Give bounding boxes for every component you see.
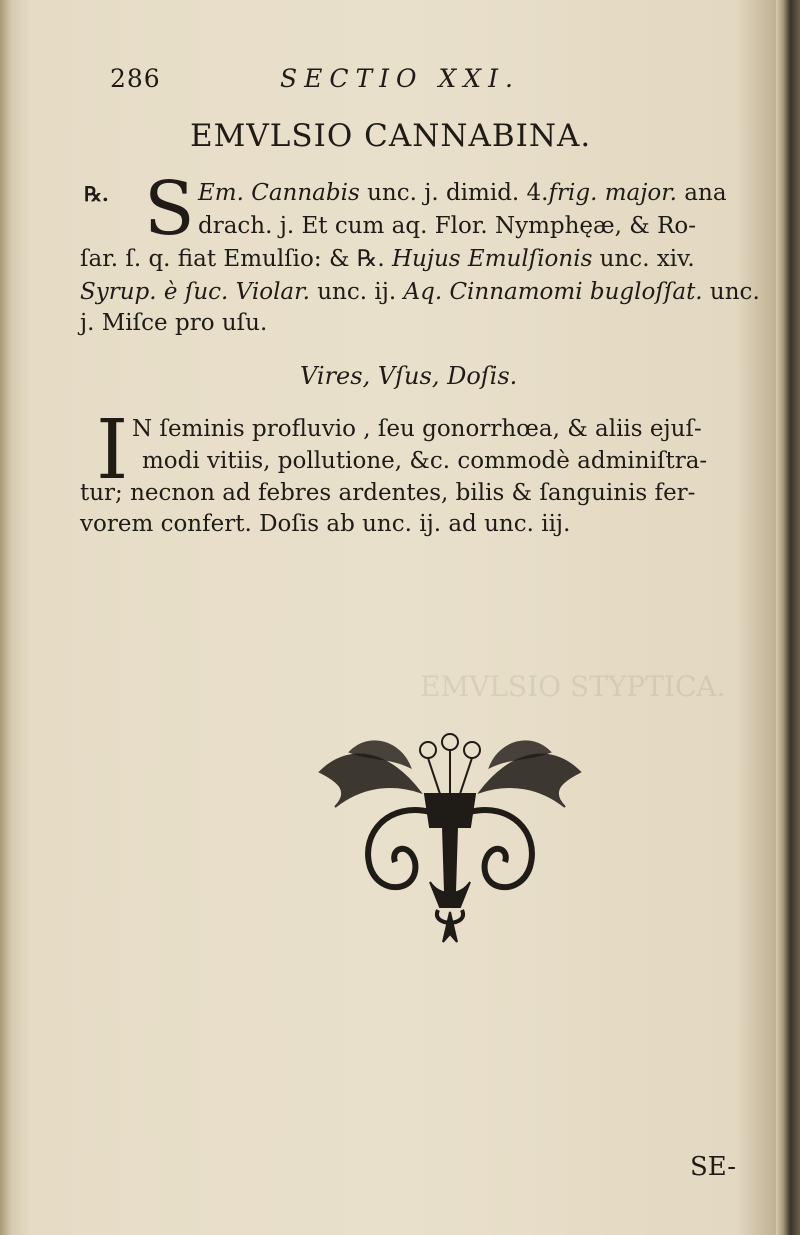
bleed-through: EMVLSIO STYPTICA. (420, 670, 726, 703)
floral-ornament-icon (310, 732, 590, 947)
page-edge (776, 0, 800, 1235)
recipe-line-4: Syrup. è ſuc. Violar. unc. ij. Aq. Cinnamomi bugloſſat. unc. (80, 279, 760, 305)
sub-heading: Vires, Vſus, Doſis. (300, 362, 518, 390)
page-gutter (0, 0, 12, 1235)
running-head (110, 64, 550, 104)
rx-symbol: ℞. (84, 182, 109, 206)
recipe-line-2: drach. j. Et cum aq. Flor. Nymphęæ, & Ro- (198, 213, 697, 239)
drop-cap: I (96, 403, 129, 498)
drop-cap: S (144, 166, 195, 252)
recipe-line-1: Em. Cannabis unc. j. dimid. 4.frig. major. ana (198, 180, 727, 206)
recipe-title: EMVLSIO CANNABINA. (190, 118, 592, 154)
usage-line-3: tur; necnon ad febres ardentes, bilis & ſanguinis fer- (80, 480, 696, 506)
usage-line-1: N ſeminis profluvio , ſeu gonorrhœa, & aliis ejuſ- (132, 416, 702, 442)
section-title: SECTIO XXI. (280, 64, 520, 93)
catchword: SE- (690, 1152, 737, 1182)
recipe-line-5: j. Miſce pro uſu. (80, 310, 268, 336)
usage-line-2: modi vitiis, pollutione, &c. commodè adminiſtra- (142, 448, 708, 474)
page-number: 286 (110, 64, 161, 93)
usage-line-4: vorem confert. Doſis ab unc. ij. ad unc. iij. (80, 511, 571, 537)
recipe-line-3: ſar. ſ. q. fiat Emulſio: & ℞. Hujus Emulſionis unc. xiv. (80, 246, 695, 272)
